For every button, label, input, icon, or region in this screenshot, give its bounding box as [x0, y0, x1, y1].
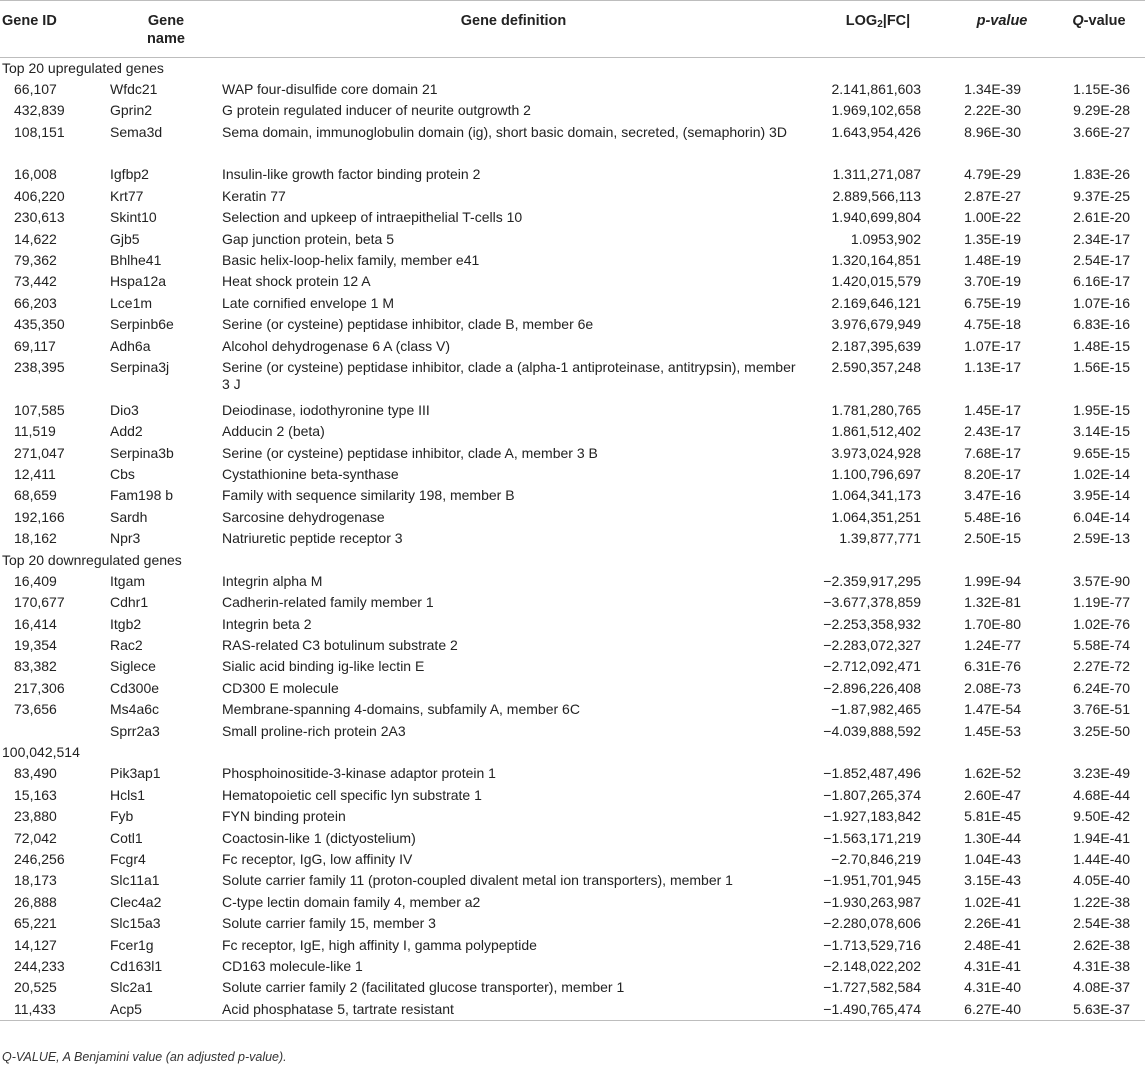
gene-id-cell: 23,880: [14, 808, 57, 825]
table-row: [0, 100, 1145, 121]
gene-definition-cell: Hematopoietic cell specific lyn substrate 1: [222, 786, 482, 803]
gene-name-cell: Add2: [110, 423, 143, 440]
gene-name-cell: Sprr2a3: [110, 722, 160, 739]
p-value-cell: 1.04E-43: [964, 850, 1021, 867]
q-value-cell: 1.44E-40: [1073, 850, 1130, 867]
gene-id-cell: 65,221: [14, 915, 57, 932]
q-value-cell: 2.62E-38: [1073, 936, 1130, 953]
p-value-cell: 2.08E-73: [964, 679, 1021, 696]
table-row: [0, 443, 1145, 464]
gene-id-cell: 230,613: [14, 209, 65, 226]
gene-name-cell: Cbs: [110, 465, 135, 482]
log2-fc-cell: 2.590,357,248: [831, 358, 921, 375]
gene-definition-cell: Keratin 77: [222, 187, 286, 204]
q-value-cell: 1.02E-76: [1073, 615, 1130, 632]
gene-name-cell: Cotl1: [110, 829, 143, 846]
table-row: [0, 528, 1145, 549]
q-value-cell: 5.63E-37: [1053, 999, 1145, 1020]
p-value-cell: 4.31E-40: [964, 979, 1021, 996]
table-row: [0, 656, 1145, 677]
gene-id-cell: 246,256: [14, 850, 65, 867]
p-value-cell: 4.31E-41: [964, 957, 1021, 974]
table-row: [0, 207, 1145, 228]
gene-id-cell: 12,411: [14, 465, 56, 482]
q-value-cell: 1.02E-14: [1073, 465, 1130, 482]
gene-id-cell: 69,117: [14, 337, 56, 354]
log2-fc-cell: −1.87,982,465: [831, 701, 921, 718]
p-value-cell: 4.75E-18: [964, 316, 1021, 333]
gene-id-cell: 435,350: [14, 316, 65, 333]
gene-name-cell: Hspa12a: [110, 273, 167, 290]
gene-name-cell: Slc2a1: [110, 979, 153, 996]
section-downregulated: [0, 550, 1145, 571]
gene-definition-cell: Integrin beta 2: [222, 615, 312, 632]
gene-definition-cell: Coactosin-like 1 (dictyostelium): [222, 829, 416, 846]
q-value-cell: 2.61E-20: [1073, 209, 1130, 226]
log2-fc-cell: −3.677,378,859: [823, 594, 921, 611]
q-value-cell: 4.31E-38: [1073, 957, 1130, 974]
gene-name-cell: Npr3: [110, 530, 141, 547]
table-row: [0, 271, 1145, 292]
gene-definition-cell: Natriuretic peptide receptor 3: [222, 530, 403, 547]
q-value-cell: 3.66E-27: [1073, 123, 1130, 140]
gene-name-cell: Cd300e: [110, 679, 160, 696]
gene-definition-cell: Serine (or cysteine) peptidase inhibitor, clade a (alpha-1 antiproteinase, antitrypsin), member 3 J: [222, 358, 796, 392]
q-value-cell: 4.08E-37: [1073, 979, 1130, 996]
q-value-cell: 2.34E-17: [1073, 230, 1130, 247]
gene-name-cell: Fyb: [110, 808, 134, 825]
log2-fc-cell: 2.889,566,113: [832, 187, 921, 204]
q-value-cell: 1.19E-77: [1073, 594, 1130, 611]
gene-definition-cell: Fc receptor, IgE, high affinity I, gamma polypeptide: [222, 936, 537, 953]
p-value-cell: 1.45E-17: [964, 401, 1021, 418]
orphan-gene-id-row-label: 100,042,514: [2, 744, 80, 761]
gene-name-cell: Slc15a3: [110, 915, 161, 932]
gene-definition-cell: Integrin alpha M: [222, 572, 323, 589]
p-value-cell: 1.62E-52: [964, 765, 1021, 782]
table-row: [0, 785, 1145, 806]
log2-fc-cell: −2.359,917,295: [823, 572, 921, 589]
p-value-cell: 1.99E-94: [964, 572, 1021, 589]
gene-definition-cell: CD163 molecule-like 1: [222, 957, 363, 974]
p-value-cell: 1.24E-77: [964, 637, 1021, 654]
gene-definition-cell: Selection and upkeep of intraepithelial T-cells 10: [222, 209, 523, 226]
log2-fc-cell: −1.927,183,842: [823, 808, 921, 825]
gene-definition-cell: G protein regulated inducer of neurite outgrowth 2: [222, 102, 531, 119]
section-upregulated: [0, 58, 1145, 79]
section-downregulated-label: Top 20 downregulated genes: [2, 551, 182, 568]
gene-name-cell: Siglece: [110, 658, 156, 675]
gene-id-cell: 73,442: [14, 273, 57, 290]
table-row: [0, 614, 1145, 635]
gene-name-cell: Adh6a: [110, 337, 151, 354]
gene-name-cell: Gjb5: [110, 230, 140, 247]
gene-name-cell: Fam198 b: [110, 487, 174, 504]
p-value-cell: 2.48E-41: [964, 936, 1021, 953]
table-row: [0, 870, 1145, 891]
table-body: [0, 58, 1145, 1021]
table-row: [0, 699, 1145, 720]
gene-definition-cell: Solute carrier family 2 (facilitated glucose transporter), member 1: [222, 979, 625, 996]
gene-name-cell: Serpinb6e: [110, 316, 174, 333]
q-value-cell: 1.15E-36: [1073, 80, 1130, 97]
gene-id-cell: 83,382: [14, 658, 57, 675]
log2-fc-cell: −2.280,078,606: [823, 915, 921, 932]
log2-fc-cell: −1.930,263,987: [823, 893, 921, 910]
table-row: [0, 250, 1145, 271]
table-row: [0, 293, 1145, 314]
q-value-cell: 1.83E-26: [1073, 166, 1130, 183]
p-value-cell: 1.48E-19: [964, 252, 1021, 269]
gene-name-cell: Ms4a6c: [110, 701, 160, 718]
p-value-cell: 3.15E-43: [964, 872, 1021, 889]
p-value-cell: 1.13E-17: [964, 358, 1021, 375]
gene-id-cell: 66,203: [14, 294, 57, 311]
gene-name-cell: Itgam: [110, 572, 146, 589]
gene-definition-cell: Basic helix-loop-helix family, member e41: [222, 252, 480, 269]
p-value-cell: 5.48E-16: [964, 508, 1021, 525]
p-value-cell: 2.43E-17: [964, 423, 1021, 440]
p-value-cell: 2.50E-15: [964, 530, 1021, 547]
gene-name-cell: Slc11a1: [110, 872, 160, 889]
gene-id-cell: 238,395: [14, 358, 65, 375]
table-row: [0, 314, 1145, 335]
log2-fc-cell: −1.490,765,474: [805, 999, 951, 1020]
log2-fc-cell: 1.39,877,771: [839, 530, 921, 547]
gene-name-cell: Igfbp2: [110, 166, 149, 183]
gene-name-cell: Pik3ap1: [110, 765, 161, 782]
log2-fc-cell: −2.70,846,219: [831, 850, 921, 867]
gene-name-cell: Cdhr1: [110, 594, 149, 611]
p-value-cell: 4.79E-29: [964, 166, 1021, 183]
p-value-cell: 6.27E-40: [951, 999, 1053, 1020]
gene-definition-cell: Deiodinase, iodothyronine type III: [222, 401, 430, 418]
p-value-cell: 3.47E-16: [964, 487, 1021, 504]
p-value-cell: 2.26E-41: [964, 915, 1021, 932]
q-value-cell: 6.24E-70: [1073, 679, 1130, 696]
log2-fc-cell: −4.039,888,592: [823, 722, 921, 739]
q-value-cell: 3.95E-14: [1073, 487, 1130, 504]
gene-id-cell: 217,306: [14, 679, 65, 696]
log2-fc-cell: 1.969,102,658: [831, 102, 921, 119]
gene-id-cell: 16,008: [14, 166, 57, 183]
p-value-cell: 3.70E-19: [964, 273, 1021, 290]
gene-definition-cell: Serine (or cysteine) peptidase inhibitor, clade A, member 3 B: [222, 444, 598, 461]
table-row: [0, 977, 1145, 998]
q-value-cell: 4.05E-40: [1073, 872, 1130, 889]
q-value-cell: 3.25E-50: [1073, 722, 1130, 739]
gene-id-cell: 20,525: [14, 979, 57, 996]
gene-definition-cell: RAS-related C3 botulinum substrate 2: [222, 637, 458, 654]
log2-fc-cell: −1.727,582,584: [823, 979, 921, 996]
q-value-cell: 6.04E-14: [1073, 508, 1130, 525]
table-row: [0, 507, 1145, 528]
p-value-cell: 1.32E-81: [964, 594, 1021, 611]
log2-fc-cell: −1.951,701,945: [823, 872, 921, 889]
log2-fc-cell: 1.781,280,765: [831, 401, 921, 418]
gene-name-cell: Wfdc21: [110, 80, 158, 97]
p-value-cell: 1.30E-44: [964, 829, 1021, 846]
header-gene-id: Gene ID: [0, 1, 110, 58]
p-value-cell: 2.60E-47: [964, 786, 1021, 803]
log2-fc-cell: 2.169,646,121: [831, 294, 921, 311]
p-value-cell: 2.22E-30: [964, 102, 1021, 119]
q-value-cell: 3.76E-51: [1073, 701, 1130, 718]
gene-id-cell: 170,677: [14, 594, 65, 611]
gene-definition-cell: Small proline-rich protein 2A3: [222, 722, 406, 739]
table-row: [0, 721, 1145, 742]
header-gene-name: Gene name: [110, 1, 222, 58]
gene-name-cell: Hcls1: [110, 786, 146, 803]
gene-definition-cell: Family with sequence similarity 198, member B: [222, 487, 515, 504]
q-value-cell: 9.37E-25: [1073, 187, 1130, 204]
gene-id-cell: 68,659: [14, 487, 57, 504]
log2-fc-cell: 1.311,271,087: [832, 166, 921, 183]
gene-id-cell: 26,888: [14, 893, 57, 910]
log2-fc-cell: −2.283,072,327: [823, 637, 921, 654]
gene-definition-cell: Late cornified envelope 1 M: [222, 294, 394, 311]
gene-definition-cell: Cadherin-related family member 1: [222, 594, 434, 611]
log2-fc-cell: 3.973,024,928: [831, 444, 921, 461]
section-upregulated-label: Top 20 upregulated genes: [2, 60, 164, 76]
gene-definition-cell: FYN binding protein: [222, 808, 346, 825]
gene-id-cell: 271,047: [14, 444, 65, 461]
header-gene-definition: Gene definition: [222, 1, 805, 58]
q-value-cell: 1.07E-16: [1073, 294, 1130, 311]
gene-definition-cell: Acid phosphatase 5, tartrate resistant: [222, 999, 805, 1020]
p-value-cell: 1.35E-19: [964, 230, 1021, 247]
log2-fc-cell: −2.896,226,408: [823, 679, 921, 696]
log2-fc-cell: 1.320,164,851: [831, 252, 921, 269]
log2-fc-cell: 2.187,395,639: [831, 337, 921, 354]
table-row: [0, 336, 1145, 357]
gene-definition-cell: Sarcosine dehydrogenase: [222, 508, 385, 525]
table-row: [0, 421, 1145, 442]
table-row: [0, 186, 1145, 207]
table-row: [0, 635, 1145, 656]
log2-fc-cell: 1.064,351,251: [831, 508, 921, 525]
gene-id-cell: 16,414: [14, 615, 57, 632]
gene-id-cell: 19,354: [14, 637, 57, 654]
log2-fc-cell: 1.940,699,804: [831, 209, 921, 226]
p-value-cell: 1.07E-17: [964, 337, 1021, 354]
gene-definition-cell: Membrane-spanning 4-domains, subfamily A, member 6C: [222, 701, 580, 718]
p-value-cell: 1.02E-41: [964, 893, 1021, 910]
q-value-cell: 1.22E-38: [1073, 893, 1130, 910]
q-value-cell: 2.54E-17: [1073, 252, 1130, 269]
table-row: [0, 999, 1145, 1020]
p-value-cell: 6.31E-76: [964, 658, 1021, 675]
gene-name-cell: Serpina3j: [110, 358, 170, 375]
gene-definition-cell: Solute carrier family 11 (proton-coupled divalent metal ion transporters), member 1: [222, 872, 733, 889]
header-q-value: Q-value: [1053, 1, 1145, 58]
q-value-cell: 9.65E-15: [1073, 444, 1130, 461]
p-value-cell: 5.81E-45: [964, 808, 1021, 825]
q-value-cell: 5.58E-74: [1073, 637, 1130, 654]
p-value-cell: 1.47E-54: [964, 701, 1021, 718]
log2-fc-cell: −1.852,487,496: [823, 765, 921, 782]
gene-id-cell: 79,362: [14, 252, 57, 269]
table-row: [0, 892, 1145, 913]
table-row: [0, 122, 1145, 165]
gene-definition-cell: Sialic acid binding ig-like lectin E: [222, 658, 425, 675]
gene-name-cell: Skint10: [110, 209, 157, 226]
q-value-cell: 2.54E-38: [1073, 915, 1130, 932]
gene-name-cell: Krt77: [110, 187, 144, 204]
q-value-cell: 2.59E-13: [1073, 530, 1130, 547]
table-row: [0, 678, 1145, 699]
table-row: [0, 79, 1145, 100]
gene-name-cell: Bhlhe41: [110, 252, 162, 269]
q-value-cell: 9.29E-28: [1073, 102, 1130, 119]
p-value-cell: 8.96E-30: [964, 123, 1021, 140]
q-value-cell: 6.16E-17: [1073, 273, 1130, 290]
table-row: [0, 357, 1145, 400]
table-row: [0, 571, 1145, 592]
log2-fc-cell: −2.253,358,932: [823, 615, 921, 632]
gene-name-cell: Itgb2: [110, 615, 142, 632]
gene-definition-cell: Insulin-like growth factor binding protein 2: [222, 166, 481, 183]
gene-name-cell: Serpina3b: [110, 444, 174, 461]
gene-name-cell: Fcer1g: [110, 936, 154, 953]
p-value-cell: 7.68E-17: [964, 444, 1021, 461]
gene-id-cell: 406,220: [14, 187, 65, 204]
gene-definition-cell: WAP four-disulfide core domain 21: [222, 80, 438, 97]
p-value-cell: 1.34E-39: [964, 80, 1021, 97]
table-row: [0, 164, 1145, 185]
q-value-cell: 1.94E-41: [1073, 829, 1130, 846]
table-row: [0, 913, 1145, 934]
q-value-cell: 4.68E-44: [1073, 786, 1130, 803]
header-row: [0, 1, 1145, 58]
log2-fc-cell: 1.643,954,426: [831, 123, 921, 140]
table-row: [0, 849, 1145, 870]
gene-name-cell: Clec4a2: [110, 893, 162, 910]
gene-id-cell: 108,151: [14, 123, 65, 140]
gene-id-cell: 73,656: [14, 701, 57, 718]
gene-definition-cell: Solute carrier family 15, member 3: [222, 915, 436, 932]
gene-definition-cell: CD300 E molecule: [222, 679, 339, 696]
table-row: [0, 935, 1145, 956]
gene-id-cell: 107,585: [14, 401, 65, 418]
gene-id-cell: 72,042: [14, 829, 57, 846]
q-value-cell: 9.50E-42: [1073, 808, 1130, 825]
gene-definition-cell: Alcohol dehydrogenase 6 A (class V): [222, 337, 451, 354]
gene-id-cell: [0, 721, 110, 742]
gene-name-cell: Lce1m: [110, 294, 153, 311]
q-value-cell: 3.23E-49: [1073, 765, 1130, 782]
gene-id-cell: 15,163: [14, 786, 57, 803]
gene-name-cell: Dio3: [110, 401, 139, 418]
gene-id-cell: 192,166: [14, 508, 65, 525]
log2-fc-cell: −1.807,265,374: [823, 786, 921, 803]
p-value-cell: 2.87E-27: [964, 187, 1021, 204]
table-row: [0, 956, 1145, 977]
log2-fc-cell: −1.563,171,219: [823, 829, 921, 846]
gene-id-cell: 83,490: [14, 765, 57, 782]
gene-definition-cell: Serine (or cysteine) peptidase inhibitor, clade B, member 6e: [222, 316, 594, 333]
table-footnote: Q-VALUE, A Benjamini value (an adjusted p-value).: [2, 1050, 287, 1064]
log2-fc-cell: −2.148,022,202: [823, 957, 921, 974]
gene-name-cell: Sema3d: [110, 123, 163, 140]
log2-fc-cell: −2.712,092,471: [823, 658, 921, 675]
table-row: [0, 229, 1145, 250]
q-value-cell: 3.57E-90: [1073, 572, 1130, 589]
table-row: [0, 806, 1145, 827]
gene-id-cell: 14,622: [14, 230, 57, 247]
table-row: [0, 400, 1145, 421]
q-value-cell: 1.95E-15: [1073, 401, 1130, 418]
gene-id-cell: 432,839: [14, 102, 65, 119]
gene-definition-cell: Heat shock protein 12 A: [222, 273, 371, 290]
q-value-cell: 1.56E-15: [1073, 358, 1130, 375]
gene-definition-cell: Fc receptor, IgG, low affinity IV: [222, 850, 413, 867]
gene-id-cell: 11,433: [0, 999, 110, 1020]
log2-fc-cell: 1.064,341,173: [831, 487, 921, 504]
q-value-cell: 2.27E-72: [1073, 658, 1130, 675]
p-value-cell: 8.20E-17: [964, 465, 1021, 482]
gene-id-cell: 18,173: [14, 872, 57, 889]
gene-definition-cell: Gap junction protein, beta 5: [222, 230, 395, 247]
gene-definition-cell: Cystathionine beta-synthase: [222, 465, 399, 482]
log2-fc-cell: −1.713,529,716: [823, 936, 921, 953]
log2-fc-cell: 1.861,512,402: [831, 423, 921, 440]
log2-fc-cell: 2.141,861,603: [831, 80, 921, 97]
gene-definition-cell: Adducin 2 (beta): [222, 423, 325, 440]
gene-id-cell: 16,409: [14, 572, 57, 589]
log2-fc-cell: 3.976,679,949: [831, 316, 921, 333]
gene-definition-cell: Phosphoinositide-3-kinase adaptor protein 1: [222, 765, 496, 782]
gene-name-cell: Acp5: [110, 999, 222, 1020]
p-value-cell: 6.75E-19: [964, 294, 1021, 311]
p-value-cell: 1.45E-53: [964, 722, 1021, 739]
gene-id-cell: 18,162: [14, 530, 57, 547]
gene-name-cell: Cd163l1: [110, 957, 163, 974]
table-row: [0, 763, 1145, 784]
log2-fc-cell: 1.420,015,579: [831, 273, 921, 290]
gene-name-cell: Rac2: [110, 637, 143, 654]
gene-id-cell: 66,107: [14, 80, 57, 97]
gene-name-cell: Fcgr4: [110, 850, 146, 867]
header-log2-fc: $LOG_2|FC|$: [805, 1, 951, 58]
table-row: [0, 828, 1145, 849]
gene-name-cell: Gprin2: [110, 102, 153, 119]
q-value-cell: 3.14E-15: [1073, 423, 1130, 440]
q-value-cell: 1.48E-15: [1073, 337, 1130, 354]
gene-definition-cell: C-type lectin domain family 4, member a2: [222, 893, 481, 910]
header-p-value: p-value: [951, 1, 1053, 58]
gene-id-cell: 14,127: [14, 936, 57, 953]
table-row: [0, 592, 1145, 613]
gene-definition-cell: Sema domain, immunoglobulin domain (ig), short basic domain, secreted, (semaphorin) 3D: [222, 123, 787, 140]
gene-id-cell: 244,233: [14, 957, 65, 974]
orphan-gene-id-row: [0, 742, 1145, 763]
table-row: [0, 485, 1145, 506]
log2-fc-cell: 1.100,796,697: [831, 465, 921, 482]
p-value-cell: 1.00E-22: [964, 209, 1021, 226]
table-row: [0, 464, 1145, 485]
gene-id-cell: 11,519: [14, 423, 56, 440]
q-value-cell: 6.83E-16: [1073, 316, 1130, 333]
gene-name-cell: Sardh: [110, 508, 148, 525]
p-value-cell: 1.70E-80: [964, 615, 1021, 632]
log2-fc-cell: 1.0953,902: [850, 230, 921, 247]
